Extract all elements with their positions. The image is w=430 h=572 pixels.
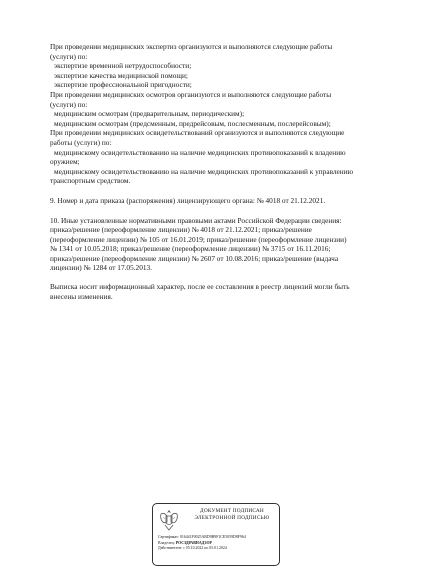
text-line: При проведении медицинских экспертиз организуются и выполняются следующие работы [50, 42, 333, 51]
stamp-details [158, 535, 278, 552]
text-line: 10. Иные установленные нормативными правовыми актами Российской Федерации сведения: [50, 215, 342, 225]
certificate-line: Сертификат: 016441F0025ABD9B9F1CE5059D8F964 [158, 535, 246, 539]
text-line: работы (услуги) по: [50, 137, 112, 147]
text-line: приказ/решение (переоформление лицензии) № 2607 от 10.08.2016; приказ/решение (выдача [50, 253, 339, 263]
coat-of-arms-icon [158, 508, 180, 532]
text-line: медицинскому освидетельствованию на наличие медицинских противопоказаний к управлению [54, 166, 354, 176]
text-line: При проведении медицинских осмотров организуются и выполняются следующие работы [50, 89, 332, 99]
text-line: внесены изменения. [50, 291, 113, 301]
text-line: экспертизе качества медицинской помощи; [54, 70, 188, 80]
document-body [50, 42, 390, 301]
text-line: При проведении медицинских освидетельствований организуются и выполняются следующие [50, 128, 345, 138]
text-line: медицинским осмотрам (предварительным, периодическим); [54, 109, 245, 119]
text-line: (услуги) по: [50, 99, 88, 109]
text-line: (переоформление лицензии) № 105 от 16.01.2019; приказ/решение (переоформление лицензии) [50, 234, 347, 244]
text-line: экспертизе профессиональной пригодности; [54, 80, 192, 90]
text-line: Выписка носит информационный характер, после ее составления в реестр лицензий могли быть [50, 282, 350, 292]
text-line: № 1341 от 10.05.2018; приказ/решение (переоформление лицензии) № 3715 от 16.11.2016; [50, 244, 331, 254]
text-line: медицинским осмотрам (предсменным, предрейсовым, послесменным, послерейсовым); [54, 118, 331, 128]
item-10-other-info [50, 216, 390, 274]
text-line: медицинскому освидетельствованию на наличие медицинских противопоказаний к владению [54, 147, 346, 157]
text-line: экспертизе временной нетрудоспособности; [54, 61, 192, 71]
text-line: лицензии) № 1284 от 17.05.2013. [50, 263, 152, 273]
text-line: транспортным средством. [50, 176, 131, 186]
disclaimer-note [50, 282, 390, 301]
item-9-order-number: 9. Номер и дата приказа (распоряжения) лицензирующего органа: № 4018 от 21.12.2021. [50, 195, 326, 205]
validity-line: Действителен: с 05.10.2022 по 05.01.2024 [158, 546, 227, 551]
text-line: (услуги) по: [50, 51, 88, 61]
text-line: оружием; [50, 157, 80, 167]
activities-section [50, 42, 390, 186]
electronic-signature-stamp [152, 503, 280, 566]
text-line: приказ/решение (переоформление лицензии) № 4018 от 21.12.2021; приказ/решение [50, 225, 312, 235]
owner-line: Владелец: РОСЗДРАВНАДЗОР [158, 540, 212, 545]
stamp-title: ДОКУМЕНТ ПОДПИСАН ЭЛЕКТРОННОЙ ПОДПИСЬЮ [194, 508, 270, 521]
